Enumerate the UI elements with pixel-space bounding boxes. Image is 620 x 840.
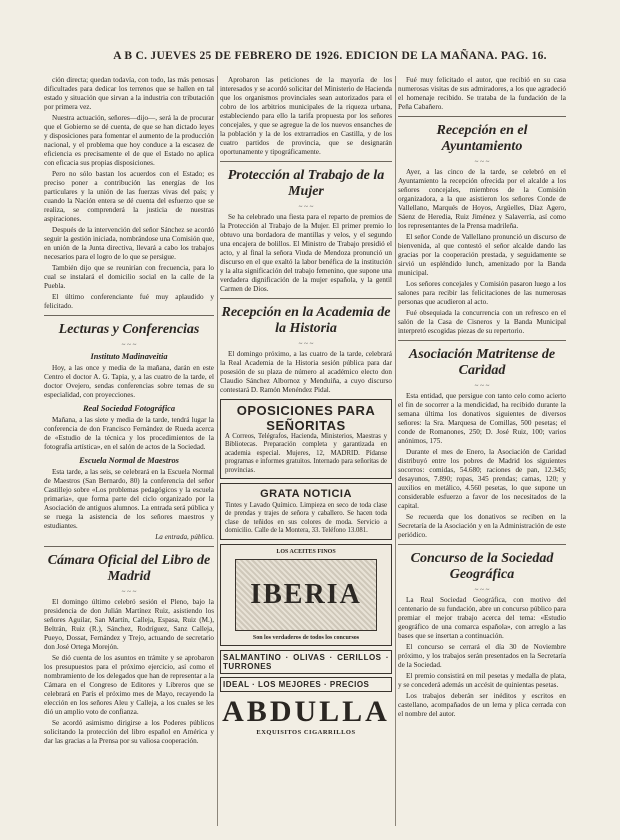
paragraph: Nuestra actuación, señores—dijo—, será la de procurar que el Gobierno se dé cuenta, de que se han dictado leyes y disposiciones para fomentar el aumento de la producción nacional, y el problema que hoy conduce a la escasez de eficiencia es precisamente el de que el Estado no aplica con eficacia sus propias disposiciones. — [44, 114, 214, 167]
paragraph: Aprobaron las peticiones de la mayoría de los interesados y se acordó solicitar del Ministerio de Hacienda que los organismos provinciales sean autorizados para el cobro de los arbitrios municipales de la riqueza urbana, estableciendo para ello la tarifa propuesta por los señores concejales, y que se agregue la de los nuevos ensanches de la población y la de los extrarradios en Castilla, y de los cuatro partidos de provincia, que se designarán oportunamente y tipográficamente. — [220, 76, 392, 156]
subheading-escuela: Escuela Normal de Maestros — [79, 456, 179, 465]
section-heading-academia: Recepción en la Academia de la Historia — [221, 305, 391, 336]
ad-title: GRATA NOTICIA — [260, 488, 352, 501]
advertisement-aceites — [220, 544, 392, 646]
paragraph: El último conferenciante fué muy aplaudido y felicitado. — [44, 293, 214, 310]
paragraph: Esta entidad, que persigue con tanto celo como acierto el fin de socorrer a la mendicidad, ha recibido durante la semana última los donativos siguientes de diversos señores: la Sra. Marquesa de Comillas, 500 pesetas; el conde de Romanones, 250; D. José Ruiz, 100; varios anónimos, 175. — [398, 392, 566, 445]
section-heading-lecturas: Lecturas y Conferencias — [58, 322, 200, 337]
section-divider — [220, 298, 392, 299]
paragraph: Fué obsequiada la concurrencia con un refresco en el salón de la Casa de Cisneros y la Banda Municipal interpretó escogidas piezas de su repertorio. — [398, 309, 566, 335]
column-rule — [395, 76, 396, 826]
advertisement-grata-noticia — [220, 483, 392, 540]
section-divider — [220, 161, 392, 162]
paragraph: El domingo próximo, a las cuatro de la tarde, celebrará la Real Academia de la Historia sesión pública para dar posesión de su plaza de número al académico electo don Claudio Sánchez Albornoz y Menduiña, a cuyo discurso contestará D. Ramón Menéndez Pidal. — [220, 350, 392, 394]
column-3 — [398, 76, 566, 830]
advertisement-strip: IDEAL · LOS MEJORES · PRECIOS — [220, 677, 392, 692]
subheading-fotografica: Real Sociedad Fotográfica — [82, 404, 176, 413]
ornament: ~ ~ ~ — [121, 588, 137, 596]
paragraph: Se recuerda que los donativos se reciben en la Secretaría de la Asociación y en la Administración de este periódico. — [398, 513, 566, 539]
section-heading-proteccion: Protección al Trabajo de la Mujer — [227, 168, 385, 199]
page-header: A B C. JUEVES 25 DE FEBRERO DE 1926. EDICION DE LA MAÑANA. PAG. 16. — [113, 50, 547, 62]
paragraph: Pero no sólo bastan los acuerdos con el Estado; es preciso poner a contribución las energías de los particulares y la unión de las fuerzas vivas del país; y cuando la Nación entera se dé cuenta del esfuerzo que se realiza, se comprenderá la justicia de nuestras aspiraciones. — [44, 170, 214, 223]
paragraph: Se dió cuenta de los asuntos en trámite y se aprobaron los presupuestos para el próximo ejercicio, así como el nombramiento de los delegados que han de representar a la Cámara en el Congreso de Editores y Libreros que se celebrará en París el próximo mes de Mayo, recayendo la elección en los señores Aleu y Calleja, a los cuales se les dió un amplio voto de confianza. — [44, 654, 214, 716]
paragraph: Fué muy felicitado el autor, que recibió en su casa numerosas visitas de sus admiradores, a los que agradeció el homenaje recibido. Se trataba de la fundación de la Peña Cabañero. — [398, 76, 566, 111]
section-heading-ayuntamiento: Recepción en el Ayuntamiento — [436, 123, 528, 154]
section-divider — [398, 544, 566, 545]
section-heading-concurso: Concurso de la Sociedad Geográfica — [410, 551, 554, 582]
paragraph: Se ha celebrado una fiesta para el reparto de premios de la Protección al Trabajo de la Mujer. El primer premio lo obtuvo una bordadora de mantillas y velos, y el segundo una encajera de bolillos. El Ministro de Trabajo presidió el acto, y al final la señora Viuda de Mendoza pronunció un discurso en el que exaltó la labor benéfica de la institución y la alta significación del trabajo femenino, que supone una verdadera dignificación de la mujer española, y la gentil Carmen de Dios. — [220, 213, 392, 293]
brand-logo — [235, 559, 377, 631]
section-heading-asociacion: Asociación Matritense de Caridad — [408, 347, 556, 378]
column-2 — [220, 76, 392, 830]
column-1 — [44, 76, 214, 830]
ornament: ~ ~ ~ — [474, 158, 490, 166]
paragraph: Los trabajos deberán ser inéditos y escritos en castellano, acompañados de un lema y plica cerrada con el nombre del autor. — [398, 692, 566, 718]
brand-logo-text: IBERIA — [250, 579, 362, 611]
paragraph: Esta tarde, a las seis, se celebrará en la Escuela Normal de Maestros (San Bernardo, 80) la conferencia del señor Castillejo sobre «Los problemas pedagógicos y la escuela primaria», que forma parte del ciclo organizado por la Asociación de antiguos alumnos. La entrada será pública y se ruega la asistencia de los señores maestros y estudiantes. — [44, 468, 214, 530]
ornament: ~ ~ ~ — [474, 382, 490, 390]
column-rule — [217, 76, 218, 826]
section-divider — [44, 315, 214, 316]
ornament: ~ ~ ~ — [298, 340, 314, 348]
ad-title: OPOSICIONES PARA SEÑORITAS — [236, 403, 376, 433]
paragraph: La Real Sociedad Geográfica, con motivo del centenario de su fundación, abre un concurso público para premiar el mejor trabajo acerca del tema: «Estudio geográfico de una comarca española», con arreglo a las bases que se insertan a continuación. — [398, 596, 566, 640]
paragraph: Los señores concejales y Comisión pasaron luego a los salones para recibir las felicitaciones de las numerosas personas que acudieron al acto. — [398, 280, 566, 306]
paragraph: Ayer, a las cinco de la tarde, se celebró en el Ayuntamiento la recepción ofrecida por el alcalde a los señores concejales, miembros de la Comisión organizadora, a la que asistieron los señores Conde de Vallellano, Marqués de Hoyos, Argüelles, Díaz Agero, Sáenz de Heredia, Ruiz Jiménez y Salaverría, así como los representantes de la Prensa madrileña. — [398, 168, 566, 230]
advertisement-abdulla: ABDULLA — [222, 694, 390, 728]
paragraph: Después de la intervención del señor Sánchez se acordó seguir la gestión iniciada, nombrándose una Comisión que, en unión de la Junta directiva, llevará a cabo los trabajos necesarios para el logro de lo que se persigue. — [44, 226, 214, 261]
paragraph: El domingo último celebró sesión el Pleno, bajo la presidencia de don Julián Martínez Ruiz, asistiendo los señores Aguilar, San Martín, Calleja, Espasa, Ruiz (M.), Beltrán, Ruiz (R.), Sánchez, Rodríguez, Sanz Calleja, Pueyo, Dossat, Fernández y Trejo, actuando de secretario don José Ortega Morejón. — [44, 598, 214, 651]
paragraph: ción directa; quedan todavía, con todo, las más penosas dificultades para dedicar los terrenos que se hallen en tal estado y situación que sirvan a la industria con tributación por primera vez. — [44, 76, 214, 111]
ornament: ~ ~ ~ — [298, 203, 314, 211]
paragraph: Hoy, a las once y media de la mañana, darán en este Centro el doctor A. G. Tapia, y, a las cuatro de la tarde, el doctor Ovejero, sendas conferencias sobre temas de su especialidad, con proyecciones. — [44, 364, 214, 399]
paragraph: Se acordó asimismo dirigirse a los Poderes públicos solicitando la protección del libro español en América y dar las gracias a la Prensa por su valiosa cooperación. — [44, 719, 214, 745]
subheading-instituto: Instituto Madinaveitia — [90, 352, 168, 361]
section-heading-camara: Cámara Oficial del Libro de Madrid — [47, 553, 211, 584]
note: La entrada, pública. — [155, 533, 214, 541]
paragraph: También dijo que se reunirían con frecuencia, para lo cual se instalará el domicilio social en la calle de la Puebla. — [44, 264, 214, 290]
paragraph: Durante el mes de Enero, la Asociación de Caridad distribuyó entre los pobres de Madrid los siguientes socorros: comidas, 54.680; raciones de pan, 12.345; desayunos, 7.890; ropas, 345 prendas; camas, 120; y auxilios en metálico, 4.560 pesetas, lo que supone un considerable esfuerzo a favor de los necesitados de la capital. — [398, 448, 566, 510]
ad-body: Tintes y Lavado Químico. Limpieza en seco de toda clase de prendas y trajes de señora y caballero. Se hacen toda clase de teñidos en sus colores de moda. Servicio a domicilio. Calle de la Montera, 33. Teléfono 13.081. — [225, 502, 387, 535]
section-divider — [398, 340, 566, 341]
ad-caption: Son los verdaderos de todos los concursos — [252, 634, 360, 641]
ad-body: A Correos, Telégrafos, Hacienda, Ministerios, Maestras y Bibliotecas. Preparación completa y garantizada en academia especial. Mujeres, 12, MADRID. Pídanse programas e informes gratuitos. Internado para señoritas de provincias. — [225, 433, 387, 474]
advertisement-strip: SALMANTINO · OLIVAS · CERILLOS · TURRONES — [220, 650, 392, 674]
section-divider — [398, 116, 566, 117]
paragraph: El concurso se cerrará el día 30 de Noviembre próximo, y los trabajos serán presentados en la Secretaría de la Sociedad. — [398, 643, 566, 669]
ornament: ~ ~ ~ — [474, 586, 490, 594]
section-divider — [44, 546, 214, 547]
ornament: ~ ~ ~ — [121, 341, 137, 349]
ad-subtitle: EXQUISITOS CIGARRILLOS — [256, 728, 356, 736]
paragraph: Mañana, a las siete y media de la tarde, tendrá lugar la conferencia de don Francisco Fernández de Rueda acerca de «Estudio de la técnica y los procedimientos de la fotografía artística», en el salón de actos de la Sociedad. — [44, 416, 214, 451]
paragraph: El premio consistirá en mil pesetas y medalla de plata, y se concederá además un accésit de quinientas pesetas. — [398, 672, 566, 689]
advertisement-oposiciones — [220, 399, 392, 479]
ad-small-title: LOS ACEITES FINOS — [276, 548, 336, 555]
paragraph: El señor Conde de Vallellano pronunció un discurso de bienvenida, al que contestó el señor alcalde dando las gracias por la cooperación prestada, y seguidamente se sirvió un espléndido lunch, amenizado por la Banda municipal. — [398, 233, 566, 277]
